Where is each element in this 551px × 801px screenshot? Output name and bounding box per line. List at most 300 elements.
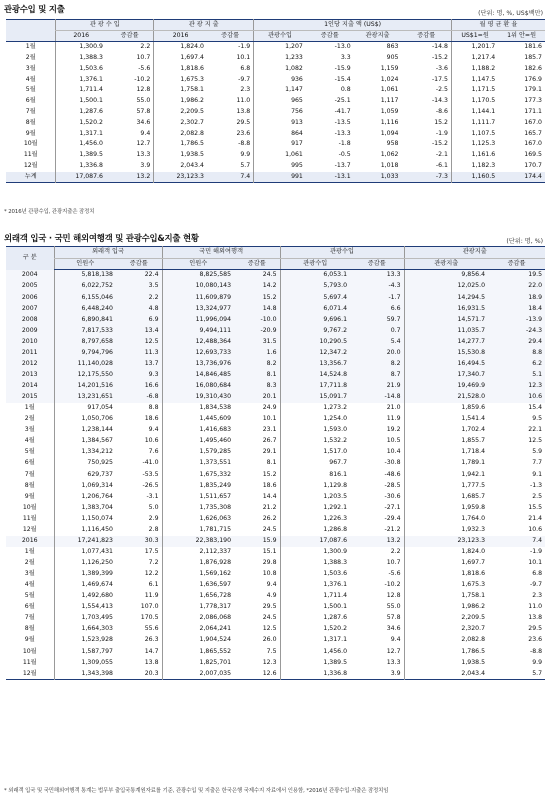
table-cell: 12.8 bbox=[136, 86, 151, 94]
table-cell: 14.8 bbox=[234, 303, 280, 314]
table-cell: 1,238,144 bbox=[54, 425, 116, 436]
table-cell: 2,082.8 bbox=[404, 635, 488, 646]
header-departures: 국민 해외여행객 bbox=[162, 247, 280, 259]
table-cell: 1,254.0 bbox=[280, 414, 350, 425]
table-cell: 9.9 bbox=[532, 658, 543, 666]
table-cell: 14,277.7 bbox=[404, 336, 488, 347]
table-cell: -48.6 bbox=[384, 470, 401, 478]
table-cell: -14.8 bbox=[431, 43, 448, 51]
table-cell: 26.0 bbox=[262, 636, 277, 644]
table-cell: -13.7 bbox=[334, 162, 351, 170]
row-label: 4월 bbox=[25, 75, 36, 83]
table-cell: 1,317.1 bbox=[280, 635, 350, 646]
table-cell: 55.0 bbox=[386, 603, 401, 611]
table-cell: 1,554,413 bbox=[54, 602, 116, 613]
table-cell: -25.1 bbox=[334, 97, 351, 105]
table-row bbox=[6, 491, 545, 502]
table-cell: 1,664,303 bbox=[54, 624, 116, 635]
table-cell: 11,996,094 bbox=[162, 314, 234, 325]
table-cell: -41.0 bbox=[142, 459, 159, 467]
table-cell: 1,150,074 bbox=[54, 513, 116, 524]
table-cell: 55.6 bbox=[144, 625, 159, 633]
table-cell: 3.3 bbox=[340, 54, 351, 62]
table-cell: 1,334,212 bbox=[54, 447, 116, 458]
table-cell: 1,523,928 bbox=[54, 635, 116, 646]
table-cell: 1,161.6 bbox=[451, 150, 498, 161]
table-cell: 29.8 bbox=[262, 559, 277, 567]
table-row bbox=[6, 447, 545, 458]
table-cell: 1,116 bbox=[380, 118, 399, 126]
table-cell: 8.3 bbox=[234, 381, 280, 392]
table-cell: 15.2 bbox=[434, 118, 448, 126]
row-label: 5월 bbox=[24, 592, 35, 600]
table-cell: -3.6 bbox=[435, 64, 448, 72]
table-cell: 9.5 bbox=[532, 415, 543, 423]
table-cell: 19.2 bbox=[386, 426, 401, 434]
table-cell: 13.4 bbox=[116, 325, 162, 336]
table-row bbox=[6, 536, 545, 547]
table-cell: 10.8 bbox=[262, 570, 277, 578]
table-cell: -5.6 bbox=[388, 570, 401, 578]
table-cell: 1,126,250 bbox=[54, 558, 116, 569]
table-cell: -28.5 bbox=[384, 481, 401, 489]
table-cell: 17,711.8 bbox=[280, 381, 350, 392]
header-growth: 증감률 bbox=[234, 258, 280, 270]
section2-title: 외래객 입국 · 국민 해외여행객 및 관광수입&지출 현황 bbox=[4, 233, 199, 243]
table-cell: 1.6 bbox=[234, 347, 280, 358]
table-cell: -15.2 bbox=[431, 54, 448, 62]
table-row bbox=[6, 347, 545, 358]
table-cell: 7.4 bbox=[207, 172, 254, 183]
table-row bbox=[6, 425, 545, 436]
table-cell: 10.6 bbox=[488, 392, 545, 403]
header-exchange: 월 평 균 환 율 bbox=[451, 20, 545, 31]
header-count: 인원수 bbox=[162, 258, 234, 270]
table-cell: 21.4 bbox=[528, 514, 543, 522]
table-cell: 1,300.9 bbox=[56, 42, 106, 53]
table-cell: 1,171.5 bbox=[451, 85, 498, 96]
table-cell: 22.0 bbox=[488, 281, 545, 292]
table-cell: 20.3 bbox=[144, 669, 159, 677]
table-cell: 9.4 bbox=[140, 129, 151, 137]
table-cell: 1,182.3 bbox=[451, 161, 498, 172]
table-cell: 1,033 bbox=[354, 172, 402, 183]
row-label: 6월 bbox=[24, 603, 35, 611]
table-cell: 31.5 bbox=[234, 336, 280, 347]
row-label: 3월 bbox=[25, 64, 36, 72]
table-cell: 1,373,551 bbox=[162, 458, 234, 469]
table-cell: 22,383,190 bbox=[162, 536, 234, 547]
table-cell: 10.5 bbox=[386, 437, 401, 445]
table-cell: 23.1 bbox=[262, 426, 277, 434]
table-cell: 12,025.0 bbox=[404, 281, 488, 292]
table-cell: 9.4 bbox=[266, 581, 277, 589]
section2-note: * 외래객 입국 및 국민해외여행객 통계는 법무부 출입국통계원자료를 기준, 관광수입 및 지출은 한국은행 국제수지 자료에서 인용함, *2016년 관광수입·지출은 잠정치임 bbox=[4, 788, 389, 794]
table-cell: -17.5 bbox=[431, 75, 448, 83]
table-cell: 167.0 bbox=[524, 118, 542, 126]
table-cell: 750,925 bbox=[54, 458, 116, 469]
table-cell: 9.4 bbox=[148, 426, 159, 434]
table-cell: 165.7 bbox=[524, 129, 542, 137]
table-cell: 1,959.8 bbox=[404, 502, 488, 513]
table-cell: 1,697.7 bbox=[404, 558, 488, 569]
table-cell: -3.1 bbox=[146, 492, 159, 500]
row-label: 3월 bbox=[24, 570, 35, 578]
row-label: 7월 bbox=[24, 470, 35, 478]
row-label: 7월 bbox=[25, 108, 36, 116]
row-label: 12월 bbox=[23, 162, 38, 170]
table-row bbox=[6, 569, 545, 580]
table-cell: 1,703,495 bbox=[54, 613, 116, 624]
table-cell: -7.3 bbox=[401, 172, 451, 183]
table-row bbox=[6, 53, 545, 64]
table-cell: 5.9 bbox=[532, 448, 543, 456]
table-cell: 16,494.5 bbox=[404, 359, 488, 370]
row-label: 2월 bbox=[24, 415, 35, 423]
table-cell: 16,931.5 bbox=[404, 303, 488, 314]
table-cell: 18.9 bbox=[488, 292, 545, 303]
table-cell: 1,675,332 bbox=[162, 469, 234, 480]
table-cell: 57.8 bbox=[136, 108, 151, 116]
table-cell: -6.1 bbox=[435, 162, 448, 170]
table-cell: 14,571.7 bbox=[404, 314, 488, 325]
table-cell: -26.5 bbox=[142, 481, 159, 489]
table-cell: 1,336.8 bbox=[56, 161, 106, 172]
table-cell: 26.3 bbox=[144, 636, 159, 644]
table-cell: 1,389,399 bbox=[54, 569, 116, 580]
table-cell: 107.0 bbox=[140, 603, 159, 611]
table-cell: 2.3 bbox=[240, 86, 251, 94]
table-cell: 1,711.4 bbox=[280, 591, 350, 602]
table-cell: 1,855.7 bbox=[404, 436, 488, 447]
table-cell: -10.0 bbox=[234, 314, 280, 325]
header-growth: 증감률 bbox=[207, 31, 254, 42]
row-label: 8월 bbox=[24, 481, 35, 489]
table-cell: -8.6 bbox=[435, 108, 448, 116]
table-cell: 5,793.0 bbox=[280, 281, 350, 292]
table-cell: 19,310,430 bbox=[162, 392, 234, 403]
table-row bbox=[6, 292, 545, 303]
table-cell: 14,294.5 bbox=[404, 292, 488, 303]
table-cell: -41.7 bbox=[334, 108, 351, 116]
row-label: 2014 bbox=[6, 381, 54, 392]
table-cell: 1,384,567 bbox=[54, 436, 116, 447]
table-cell: -15.2 bbox=[431, 140, 448, 148]
table-cell: -21.2 bbox=[384, 525, 401, 533]
table-cell: 1,024 bbox=[380, 75, 399, 83]
table-cell: 1,416,683 bbox=[162, 425, 234, 436]
table-row bbox=[6, 96, 545, 107]
table-cell: 30.3 bbox=[116, 536, 162, 547]
table-cell: -27.1 bbox=[384, 503, 401, 511]
table-cell: 905 bbox=[386, 54, 399, 62]
table-cell: 55.0 bbox=[136, 97, 151, 105]
table-cell: 12.3 bbox=[488, 381, 545, 392]
table-row bbox=[6, 64, 545, 75]
table-cell: 1,287.6 bbox=[280, 613, 350, 624]
table-cell: 1,986.2 bbox=[154, 96, 207, 107]
header-year: 2016 bbox=[56, 31, 106, 42]
table-cell: 1,685.7 bbox=[404, 491, 488, 502]
table-cell: 10.6 bbox=[144, 437, 159, 445]
table-cell: 1,636,597 bbox=[162, 580, 234, 591]
table-cell: 16,080,684 bbox=[162, 381, 234, 392]
table-row bbox=[6, 150, 545, 161]
table-cell: 1,495,460 bbox=[162, 436, 234, 447]
table-cell: 1,587,797 bbox=[54, 646, 116, 657]
table-cell: 12.5 bbox=[528, 437, 543, 445]
table-cell: 9.3 bbox=[116, 370, 162, 381]
table-cell: 29.4 bbox=[488, 336, 545, 347]
table-cell: 936 bbox=[254, 74, 306, 85]
table-row bbox=[6, 107, 545, 118]
header-year: 2016 bbox=[154, 31, 207, 42]
row-label: 8월 bbox=[24, 625, 35, 633]
table-cell: 1,503.6 bbox=[280, 569, 350, 580]
table-cell: 13,231,651 bbox=[54, 392, 116, 403]
table-cell: 6,155,046 bbox=[54, 292, 116, 303]
table-cell: 917 bbox=[254, 139, 306, 150]
table-cell: 756 bbox=[254, 107, 306, 118]
table-cell: 1,593.0 bbox=[280, 425, 350, 436]
table-cell: 1,111.7 bbox=[451, 118, 498, 129]
header-expenditure: 관 광 지 출 bbox=[154, 20, 254, 31]
table-cell: 863 bbox=[386, 43, 399, 51]
table-cell: 22.4 bbox=[116, 270, 162, 282]
table-cell: 2,302.7 bbox=[154, 118, 207, 129]
table-cell: 2.2 bbox=[140, 43, 151, 51]
table-row bbox=[6, 314, 545, 325]
table-cell: 6,448,240 bbox=[54, 303, 116, 314]
table-cell: 1,697.4 bbox=[154, 53, 207, 64]
table-cell: 1,789.1 bbox=[404, 458, 488, 469]
row-label: 2011 bbox=[6, 347, 54, 358]
table-cell: 11.9 bbox=[386, 415, 401, 423]
table-cell: -1.9 bbox=[238, 43, 251, 51]
table-row bbox=[6, 281, 545, 292]
table-cell: 182.6 bbox=[524, 64, 542, 72]
section2-unit: (단위: 명, %) bbox=[506, 238, 543, 245]
table-cell: 24.5 bbox=[262, 614, 277, 622]
table-cell: 5.7 bbox=[240, 162, 251, 170]
table-cell: 8,825,585 bbox=[162, 270, 234, 282]
table-row bbox=[6, 270, 545, 282]
table-cell: 8.2 bbox=[350, 359, 404, 370]
table-row bbox=[6, 172, 545, 183]
table-cell: 6,071.4 bbox=[280, 303, 350, 314]
table-row bbox=[6, 480, 545, 491]
table-cell: 1,938.5 bbox=[404, 657, 488, 668]
table-cell: 2.9 bbox=[148, 514, 159, 522]
table-cell: 2,209.5 bbox=[404, 613, 488, 624]
table-row bbox=[6, 325, 545, 336]
table-cell: 1,062 bbox=[380, 151, 399, 159]
table-cell: 177.3 bbox=[524, 97, 542, 105]
table-cell: 12.6 bbox=[262, 669, 277, 677]
table-cell: 1,226.3 bbox=[280, 513, 350, 524]
table-cell: 19,469.9 bbox=[404, 381, 488, 392]
table-cell: 958 bbox=[386, 140, 399, 148]
table-cell: 169.5 bbox=[524, 151, 542, 159]
header-growth: 증감률 bbox=[350, 258, 404, 270]
table-cell: 967.7 bbox=[280, 458, 350, 469]
table-cell: 19.5 bbox=[488, 270, 545, 282]
table-cell: 13.3 bbox=[386, 658, 401, 666]
table-cell: 6.1 bbox=[148, 581, 159, 589]
table-cell: 13.8 bbox=[528, 614, 543, 622]
table-row bbox=[6, 580, 545, 591]
table-cell: 1,273.2 bbox=[280, 403, 350, 414]
table-cell: 1,932.3 bbox=[404, 524, 488, 535]
table-cell: 1,389.5 bbox=[56, 150, 106, 161]
table-cell: 1,834,538 bbox=[162, 403, 234, 414]
table-cell: 1,579,285 bbox=[162, 447, 234, 458]
table-cell: 1,500.1 bbox=[56, 96, 106, 107]
table-cell: 1,336.8 bbox=[280, 668, 350, 680]
table-cell: 2,112,337 bbox=[162, 547, 234, 558]
table-row bbox=[6, 513, 545, 524]
table-cell: 12.2 bbox=[144, 570, 159, 578]
table-cell: 1,777.5 bbox=[404, 480, 488, 491]
table-row bbox=[6, 381, 545, 392]
table-cell: 1,532.2 bbox=[280, 436, 350, 447]
table-row bbox=[6, 85, 545, 96]
table-cell: -1.8 bbox=[338, 140, 351, 148]
row-label: 6월 bbox=[24, 459, 35, 467]
table-cell: 15.2 bbox=[262, 470, 277, 478]
table-cell: 59.7 bbox=[350, 314, 404, 325]
row-label: 11월 bbox=[22, 658, 37, 666]
row-label: 2008 bbox=[6, 314, 54, 325]
header-pc-expenditure: 관광지출 bbox=[354, 31, 402, 42]
table-cell: -15.9 bbox=[334, 64, 351, 72]
table-cell: 15.4 bbox=[528, 404, 543, 412]
table-row bbox=[6, 502, 545, 513]
section1-title: 관광수입 및 지출 bbox=[4, 4, 65, 14]
row-label: 2007 bbox=[6, 303, 54, 314]
table-cell: 4.8 bbox=[116, 303, 162, 314]
table-cell: 1,500.1 bbox=[280, 602, 350, 613]
table-cell: 1,147 bbox=[254, 85, 306, 96]
table-cell: 12,488,364 bbox=[162, 336, 234, 347]
table-cell: -9.7 bbox=[529, 581, 543, 589]
table-cell: 14,524.8 bbox=[280, 370, 350, 381]
table-cell: 7.7 bbox=[532, 459, 543, 467]
table-cell: 1,718.4 bbox=[404, 447, 488, 458]
table-cell: 10.1 bbox=[528, 559, 543, 567]
table-cell: 10.7 bbox=[386, 559, 401, 567]
table-cell: 14.2 bbox=[234, 281, 280, 292]
table-cell: 8.7 bbox=[350, 370, 404, 381]
table-cell: 1,786.5 bbox=[404, 646, 488, 657]
row-label: 10월 bbox=[22, 503, 37, 511]
table-row bbox=[6, 668, 545, 680]
row-label: 2월 bbox=[24, 559, 35, 567]
table-cell: 1,456.0 bbox=[56, 139, 106, 150]
table-cell: 17,340.7 bbox=[404, 370, 488, 381]
table-cell: 9,794,796 bbox=[54, 347, 116, 358]
table-cell: 2,320.7 bbox=[404, 624, 488, 635]
table-cell: 11,035.7 bbox=[404, 325, 488, 336]
table-cell: 2.2 bbox=[116, 292, 162, 303]
table-row bbox=[6, 646, 545, 657]
table-cell: -15.4 bbox=[334, 75, 351, 83]
table-cell: 12,347.2 bbox=[280, 347, 350, 358]
table-row bbox=[6, 128, 545, 139]
table-cell: -1.9 bbox=[529, 547, 543, 555]
table-cell: 10.6 bbox=[528, 525, 543, 533]
row-label: 2015 bbox=[6, 392, 54, 403]
table-cell: 1,569,162 bbox=[162, 569, 234, 580]
table-cell: 1,942.1 bbox=[404, 469, 488, 480]
table-row bbox=[6, 657, 545, 668]
table-cell: 1,735,308 bbox=[162, 502, 234, 513]
table-cell: 17,087.6 bbox=[56, 172, 106, 183]
table-cell: 2,043.4 bbox=[154, 161, 207, 172]
table-cell: 8.8 bbox=[148, 404, 159, 412]
table-cell: 1,626,063 bbox=[162, 513, 234, 524]
table-cell: 6.9 bbox=[116, 314, 162, 325]
table-cell: 3.9 bbox=[140, 162, 151, 170]
table-cell: 13.3 bbox=[350, 270, 404, 282]
row-label: 8월 bbox=[25, 118, 36, 126]
table-cell: 170.5 bbox=[140, 614, 159, 622]
table-cell: 9.9 bbox=[240, 151, 251, 159]
table-cell: -30.6 bbox=[384, 492, 401, 500]
table-cell: 14,201,516 bbox=[54, 381, 116, 392]
table-cell: 864 bbox=[254, 128, 306, 139]
table-cell: -24.3 bbox=[488, 325, 545, 336]
header-exp: 관광지출 bbox=[404, 258, 488, 270]
table-cell: 9,494,111 bbox=[162, 325, 234, 336]
table-cell: -6.8 bbox=[116, 392, 162, 403]
table-row bbox=[6, 403, 545, 414]
table-cell: 5.7 bbox=[532, 669, 543, 677]
row-label: 10월 bbox=[22, 647, 37, 655]
table-row bbox=[6, 392, 545, 403]
row-label: 9월 bbox=[25, 129, 36, 137]
table-cell: 24.9 bbox=[262, 404, 277, 412]
header-period: 구 분 bbox=[6, 247, 54, 270]
table-cell: 1,503.6 bbox=[56, 64, 106, 75]
table-cell: 13,356.7 bbox=[280, 359, 350, 370]
header-arrivals: 외래객 입국 bbox=[54, 247, 162, 259]
table-cell: 1,859.6 bbox=[404, 403, 488, 414]
table-cell: 1,824.0 bbox=[154, 42, 207, 53]
table-cell: 13,324,977 bbox=[162, 303, 234, 314]
table-cell: 1,343,398 bbox=[54, 668, 116, 680]
table-row bbox=[6, 74, 545, 85]
table-row bbox=[6, 436, 545, 447]
table-cell: 12.8 bbox=[386, 592, 401, 600]
table-cell: 11.0 bbox=[236, 97, 251, 105]
table-cell: -10.2 bbox=[134, 75, 151, 83]
table-cell: 1,061 bbox=[380, 86, 399, 94]
table-cell: 29.5 bbox=[262, 603, 277, 611]
table-cell: 13.3 bbox=[136, 151, 151, 159]
table-cell: 917,054 bbox=[54, 403, 116, 414]
table-cell: -8.8 bbox=[238, 140, 251, 148]
table-cell: 7.4 bbox=[488, 536, 545, 547]
row-label: 11월 bbox=[22, 514, 37, 522]
header-receipts: 관광수입 bbox=[280, 247, 404, 259]
table-cell: 0.7 bbox=[350, 325, 404, 336]
table-cell: 170.7 bbox=[524, 162, 542, 170]
table-cell: 13.7 bbox=[116, 359, 162, 370]
table-cell: 13.8 bbox=[236, 108, 251, 116]
table-cell: 5,697.4 bbox=[280, 292, 350, 303]
table-cell: -30.8 bbox=[384, 459, 401, 467]
